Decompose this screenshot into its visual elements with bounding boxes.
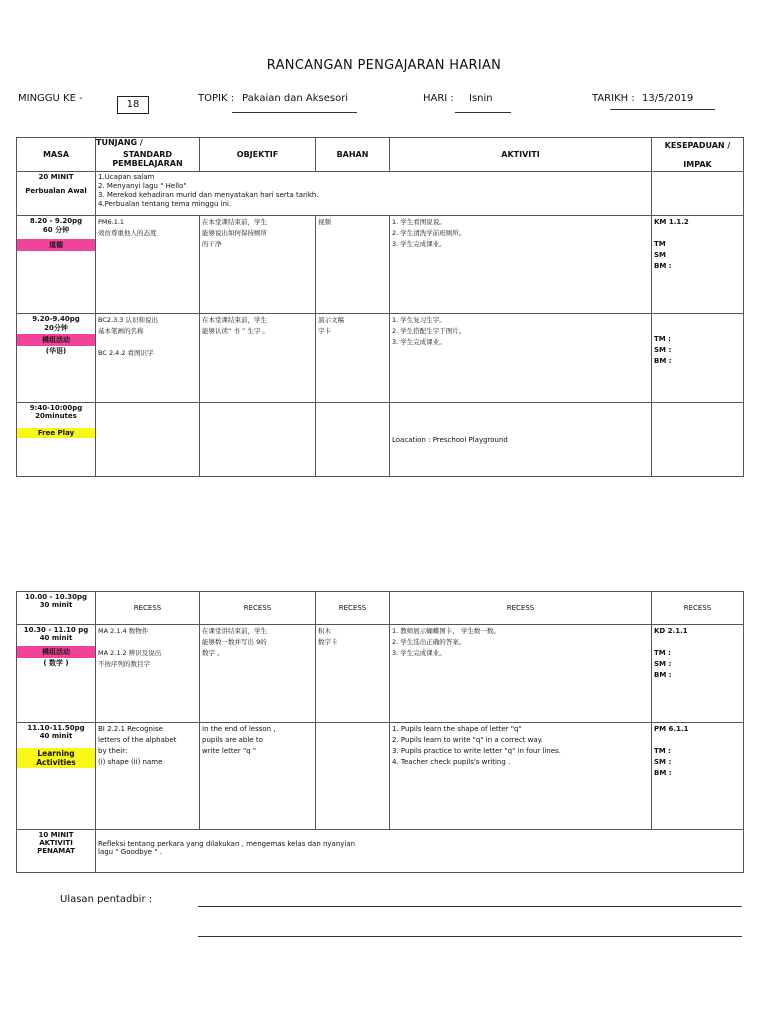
kesepaduan-text: TM : (654, 747, 671, 755)
col-tunjang: TUNJANG / STANDARD PEMBELAJARAN (96, 138, 200, 172)
aktiviti-text: 1. 教师展示蝴蝶图卡， 学生数一数。 (392, 627, 500, 635)
masa-text: 9:40-10:00pg (29, 404, 83, 412)
kesepaduan-text: BM : (654, 262, 672, 270)
table-row (17, 625, 744, 723)
ulasan-line-1 (198, 905, 742, 907)
masa-text: 20 MINIT (38, 173, 74, 181)
minggu-value: 18 (117, 96, 149, 114)
objektif-text: 能够说出如何保持厕所 (202, 229, 267, 237)
aktiviti-text: 2. Pupils learn to write "q" in a correct way. (392, 736, 544, 744)
objektif-text: 能够数一数并写出 9的 (202, 638, 267, 646)
col-aktiviti: AKTIVITI (390, 138, 652, 172)
standard-text: BC2.3.3 认识和说出 (98, 316, 158, 324)
kesepaduan-text: BM : (654, 769, 672, 777)
bahan-text: 积木 (318, 627, 331, 635)
kesepaduan-text: TM : (654, 335, 671, 343)
masa-text: 10.00 - 10.30pg (24, 593, 88, 601)
bahan-text: 演示文稿 (318, 316, 344, 324)
masa-text: PENAMAT (37, 847, 75, 855)
aktiviti-text: 2. 学生搭配生字于图片。 (392, 327, 466, 335)
table-row (17, 172, 744, 216)
aktiviti-text: 3. 学生完成课业。 (392, 240, 446, 248)
table-row (17, 723, 744, 830)
kesepaduan-text: SM : (654, 346, 672, 354)
subject-tag: 模组活动 (17, 334, 95, 346)
bahan-text: 视频 (318, 218, 331, 226)
objektif-text: 能够认读“ 书 ” 生字 。 (202, 327, 269, 335)
subject-tag: Free Play (17, 428, 95, 438)
recess-cell: RECESS (316, 592, 390, 625)
masa-text: 10.30 - 11.10 pg (23, 626, 89, 634)
lesson-table-1 (16, 137, 744, 477)
aktiviti-text: 1. 学生复习生字。 (392, 316, 446, 324)
subject-tag-sub: (华语) (45, 347, 67, 355)
masa-text: 10 MINIT (38, 831, 74, 839)
standard-text: PM6.1.1 (98, 218, 125, 226)
tarikh-underline (610, 108, 715, 110)
objektif-text: 在课堂讲结束前，学生 (202, 627, 267, 635)
recess-cell: RECESS (96, 592, 200, 625)
aktiviti-text: 3. 学生完成课业。 (392, 649, 446, 657)
recess-cell: RECESS (652, 592, 744, 625)
opening-activities: 1.Ucapan salam 2. Menyanyi lagu " Hello" 3. Merekod kehadiran murid dan menyatakan hari serta tarikh. 4.Perbualan tentang tema minggu ini. (96, 172, 652, 216)
kesepaduan-text: TM (654, 240, 666, 248)
subject-tag: Learning Activities (17, 748, 95, 768)
col-objektif: OBJEKTIF (200, 138, 316, 172)
objektif-text: pupils are able to (202, 736, 263, 744)
table-row (17, 216, 744, 314)
recess-cell: RECESS (200, 592, 316, 625)
hari-value: Isnin (455, 93, 511, 113)
col-masa: MASA (17, 138, 96, 172)
standard-text: (i) shape (ii) name (98, 758, 163, 766)
masa-text: AKTIVITI (39, 839, 73, 847)
minggu-label: MINGGU KE - (18, 93, 83, 104)
standard-text: 效仿尊重他人的态度 (98, 229, 157, 237)
table-row (17, 314, 744, 403)
objektif-text: 在本堂课结束前，学生 (202, 316, 267, 324)
masa-text: 20分钟 (44, 324, 68, 332)
standard-text: 基本笔画的名称 (98, 327, 144, 335)
masa-text: 11.10-11.50pg (27, 724, 85, 732)
masa-text: 30 minit (39, 601, 73, 609)
masa-text: 9.20-9.40pg (32, 315, 80, 323)
recess-cell: RECESS (390, 592, 652, 625)
subject-tag: 道德 (17, 239, 95, 251)
aktiviti-text: 2. 学生清洗学前班厕所。 (392, 229, 466, 237)
table-row (17, 830, 744, 873)
ulasan-line-2 (198, 935, 742, 937)
bahan-text: 数字卡 (318, 638, 338, 646)
topik-label: TOPIK : (198, 93, 235, 104)
closing-activities: Refleksi tentang perkara yang dilakukan , mengemas kelas dan nyanyian lagu " Goodbye " . (96, 830, 744, 873)
objektif-text: 的干净 (202, 240, 222, 248)
kesepaduan-text: SM : (654, 660, 672, 668)
kesepaduan-text: BM : (654, 357, 672, 365)
kesepaduan-text: SM (654, 251, 667, 259)
kesepaduan-text: KM 1.1.2 (654, 218, 689, 226)
standard-text: BC 2.4.2 看图识字 (98, 349, 154, 357)
aktiviti-text: 1. Pupils learn the shape of letter "q" (392, 725, 522, 733)
aktiviti-text: 4. Teacher check pupils's writing . (392, 758, 511, 766)
masa-text: 40 minit (39, 634, 73, 642)
kesepaduan-text: TM : (654, 649, 671, 657)
aktiviti-text: 1. 学生看图说说。 (392, 218, 446, 226)
aktiviti-text: 3. Pupils practice to write letter "q" in four lines. (392, 747, 561, 755)
hari-label: HARI : (423, 93, 454, 104)
subject-tag-sub: ( 数学 ) (43, 659, 69, 667)
masa-text: 8.20 - 9.20pg (29, 217, 83, 225)
objektif-text: write letter "q " (202, 747, 257, 755)
aktiviti-text: 2. 学生选出正确的答案。 (392, 638, 466, 646)
page-title: RANCANGAN PENGAJARAN HARIAN (266, 58, 502, 73)
objektif-text: 在本堂课结束前，学生 (202, 218, 267, 226)
masa-text: 40 minit (39, 732, 73, 740)
kesepaduan-text: SM : (654, 758, 672, 766)
standard-text: MA 2.1.4 数物件 (98, 627, 149, 635)
tarikh-value: 13/5/2019 (642, 93, 694, 104)
masa-text: 20minutes (35, 412, 77, 420)
ulasan-label: Ulasan pentadbir : (60, 894, 153, 905)
standard-text: BI 2.2.1 Recognise (98, 725, 163, 733)
subject-tag: 模组活动 (17, 646, 95, 658)
standard-text: letters of the alphabet (98, 736, 177, 744)
standard-text: by their: (98, 747, 128, 755)
objektif-text: In the end of lesson , (202, 725, 276, 733)
tarikh-label: TARIKH : (592, 93, 635, 104)
aktiviti-text: Loacation : Preschool Playground (390, 403, 652, 477)
kesepaduan-text: KD 2.1.1 (654, 627, 688, 635)
standard-text: 不按序列的数目字 (98, 660, 150, 668)
table-row (17, 403, 744, 477)
standard-text: MA 2.1.2 辨识及说出 (98, 649, 162, 657)
masa-text: Perbualan Awal (25, 187, 87, 195)
kesepaduan-text: PM 6.1.1 (654, 725, 689, 733)
col-kesepaduan: KESEPADUAN / IMPAK (652, 138, 744, 172)
table-row (17, 592, 744, 625)
lesson-table-2 (16, 591, 744, 873)
topik-value: Pakaian dan Aksesori (232, 93, 357, 113)
objektif-text: 数字 。 (202, 649, 224, 657)
col-bahan: BAHAN (316, 138, 390, 172)
aktiviti-text: 3. 学生完成课业。 (392, 338, 446, 346)
kesepaduan-text: BM : (654, 671, 672, 679)
bahan-text: 字卡 (318, 327, 331, 335)
masa-text: 60 分钟 (42, 226, 70, 234)
